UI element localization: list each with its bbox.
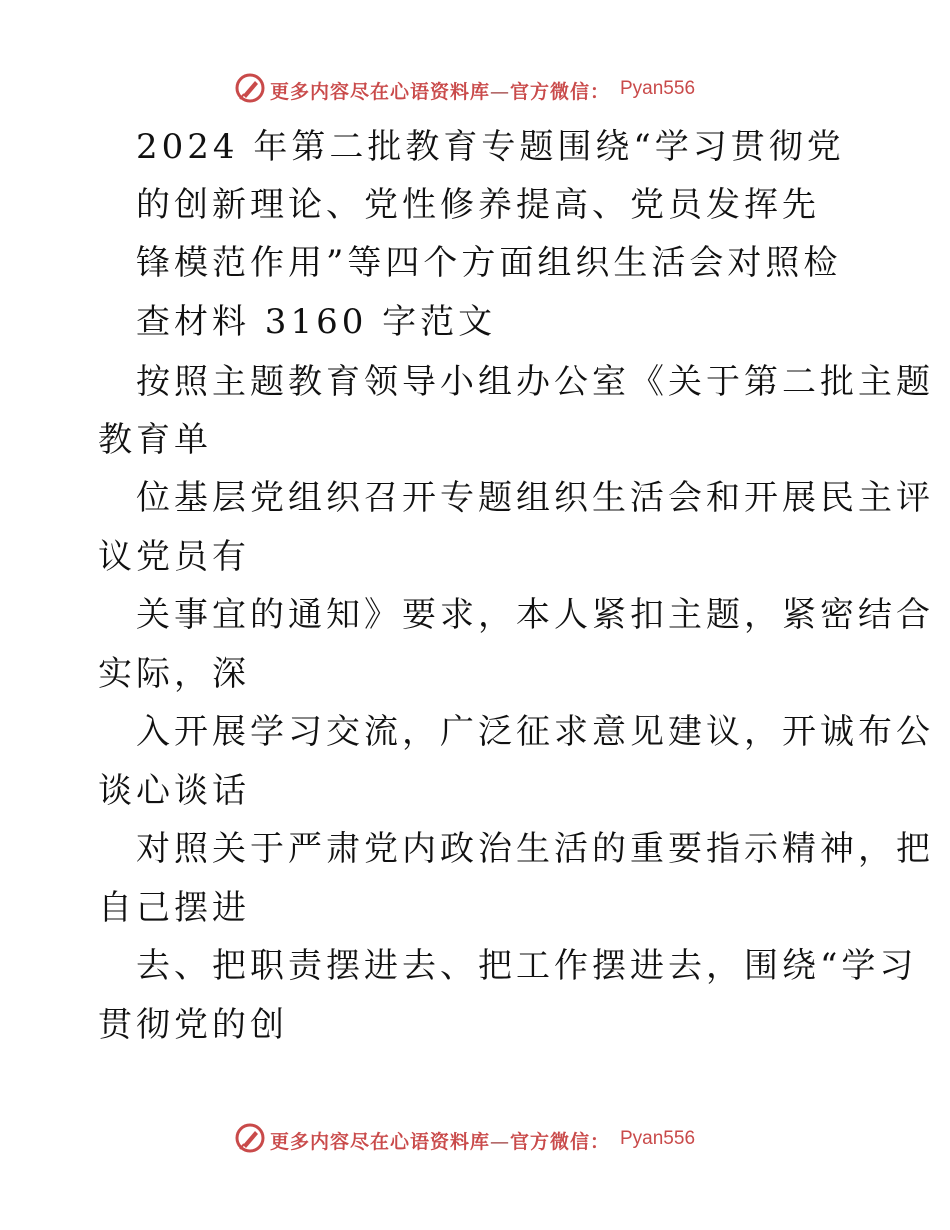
body-line: 议党员有 <box>98 537 250 577</box>
watermark-official: 官方微信： <box>510 1131 611 1153</box>
watermark-separator: — <box>490 1131 511 1153</box>
body-line: 实际，深 <box>98 654 250 694</box>
title-line: 的创新理论、党性修养提高、党员发挥先 <box>136 185 820 225</box>
body-line: 自己摆进 <box>98 888 250 928</box>
title-line: 查材料 3160 字范文 <box>136 302 497 342</box>
body-line: 按照主题教育领导小组办公室《关于第二批主题 <box>136 362 934 402</box>
pen-logo-icon <box>234 72 266 104</box>
watermark-separator: — <box>490 81 511 103</box>
body-line: 对照关于严肃党内政治生活的重要指示精神，把 <box>136 829 934 869</box>
body-line: 位基层党组织召开专题组织生活会和开展民主评 <box>136 478 934 518</box>
footer-watermark <box>0 1118 950 1162</box>
pen-logo-icon <box>234 1122 266 1154</box>
title-line: 2024 年第二批教育专题围绕“学习贯彻党 <box>136 127 845 167</box>
watermark-text <box>270 1127 610 1154</box>
title-line: 锋模范作用”等四个方面组织生活会对照检 <box>136 243 842 283</box>
body-line: 关事宜的通知》要求，本人紧扣主题，紧密结合 <box>136 595 934 635</box>
body-line: 贯彻党的创 <box>98 1005 288 1045</box>
header-watermark <box>0 68 950 112</box>
body-line: 谈心谈话 <box>98 771 250 811</box>
watermark-text <box>270 77 610 104</box>
watermark-id: Pyan556 <box>620 1128 696 1149</box>
watermark-site: 更多内容尽在心语资料库 <box>270 81 491 103</box>
watermark-official: 官方微信： <box>510 81 611 103</box>
watermark-site: 更多内容尽在心语资料库 <box>270 1131 491 1153</box>
body-line: 教育单 <box>98 420 212 460</box>
watermark-id: Pyan556 <box>620 78 696 99</box>
body-line: 去、把职责摆进去、把工作摆进去，围绕“学习 <box>136 946 918 986</box>
body-line: 入开展学习交流，广泛征求意见建议，开诚布公 <box>136 712 934 752</box>
